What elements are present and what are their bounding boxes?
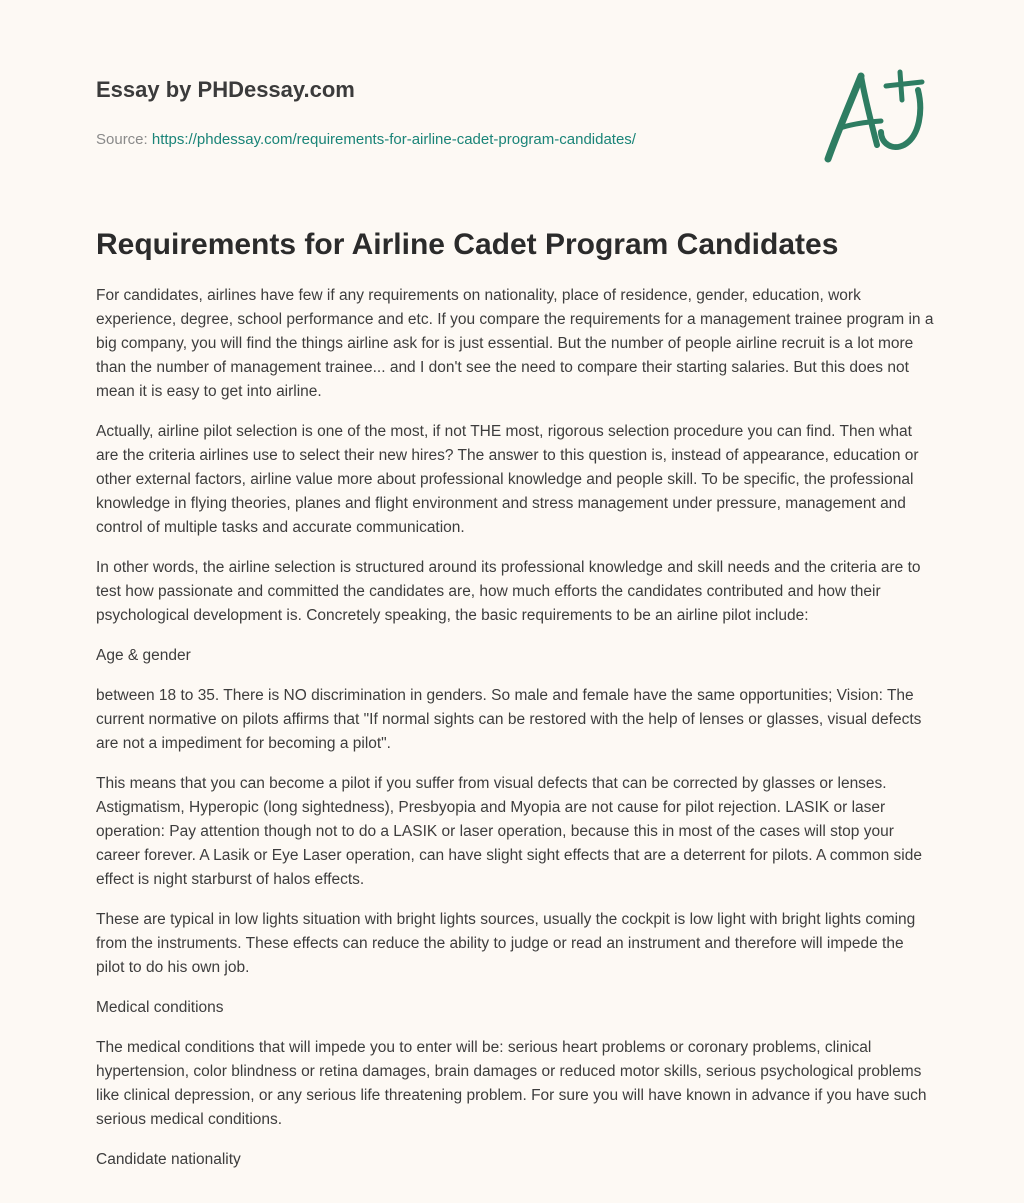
source-label: Source: <box>96 131 148 148</box>
source-line <box>96 130 736 150</box>
section-heading: Age & gender <box>96 647 191 664</box>
paragraph: In other words, the airline selection is structured around its professional knowledge and skill needs and the criteria are to test how passionate and committed the candidates are, how much efforts the candidates contributed and how their psychological development is. Concretely speaking, the basic requirements to be an airline pilot include: <box>96 559 921 624</box>
a-plus-logo-icon <box>818 66 930 166</box>
logo-plus-horizontal <box>886 82 922 86</box>
page-header <box>96 74 736 150</box>
section-heading: Medical conditions <box>96 999 224 1016</box>
source-link[interactable]: https://phdessay.com/requirements-for-airline-cadet-program-candidates/ <box>151 131 636 148</box>
paragraph: These are typical in low lights situation with bright lights sources, usually the cockpit is low light with bright lights coming from the instruments. These effects can reduce the ability to judge or read an instrument and therefore will impede the pilot to do his own job. <box>96 911 916 976</box>
paragraph: Actually, airline pilot selection is one of the most, if not THE most, rigorous selection procedure you can find. Then what are the criteria airlines use to select their new hires? The answer to this question is, instead of appearance, education or other external factors, airline value more about professional knowledge and people skill. To be specific, the professional knowledge in flying theories, planes and flight environment and stress management under pressure, management and control of multiple tasks and accurate communication. <box>96 423 919 536</box>
paragraph: For candidates, airlines have few if any requirements on nationality, place of residence, gender, education, work experience, degree, school performance and etc. If you compare the requirements for a management trainee program in a big company, you will find the things airline ask for is just essential. But the number of people airline recruit is a lot more than the number of management trainee... and I don't see the need to compare their starting salaries. But this does not mean it is easy to get into airline. <box>96 287 934 400</box>
article-body <box>96 284 936 1188</box>
paragraph: between 18 to 35. There is NO discrimination in genders. So male and female have the same opportunities; Vision: The current normative on pilots affirms that "If normal sights can be restored with the help of lenses or glasses, visual defects are not a impediment for becoming a pilot". <box>96 687 922 752</box>
paragraph: This means that you can become a pilot if you suffer from visual defects that can be corrected by glasses or lenses. Astigmatism, Hyperopic (long sightedness), Presbyopia and Myopia are not cause for pilot rejection. LASIK or laser operation: Pay attention though not to do a LASIK or laser operation, because this in most of the cases will stop your career forever. A Lasik or Eye Laser operation, can have slight sight effects that are a deterrent for pilots. A common side effect is night starburst of halos effects. <box>96 775 922 888</box>
section-heading: Candidate nationality <box>96 1151 241 1168</box>
paragraph: The medical conditions that will impede you to enter will be: serious heart problems or coronary problems, clinical hypertension, color blindness or retina damages, brain damages or reduced motor skills, serious psychological problems like clinical depression, or any serious life threatening problem. For sure you will have known in advance if you have such serious medical conditions. <box>96 1039 927 1128</box>
logo-a-right-stroke <box>861 76 877 145</box>
logo-a-left-stroke <box>828 76 861 159</box>
site-brand: Essay by PHDessay.com <box>96 77 355 102</box>
article-title: Requirements for Airline Cadet Program Candidates <box>96 228 839 261</box>
